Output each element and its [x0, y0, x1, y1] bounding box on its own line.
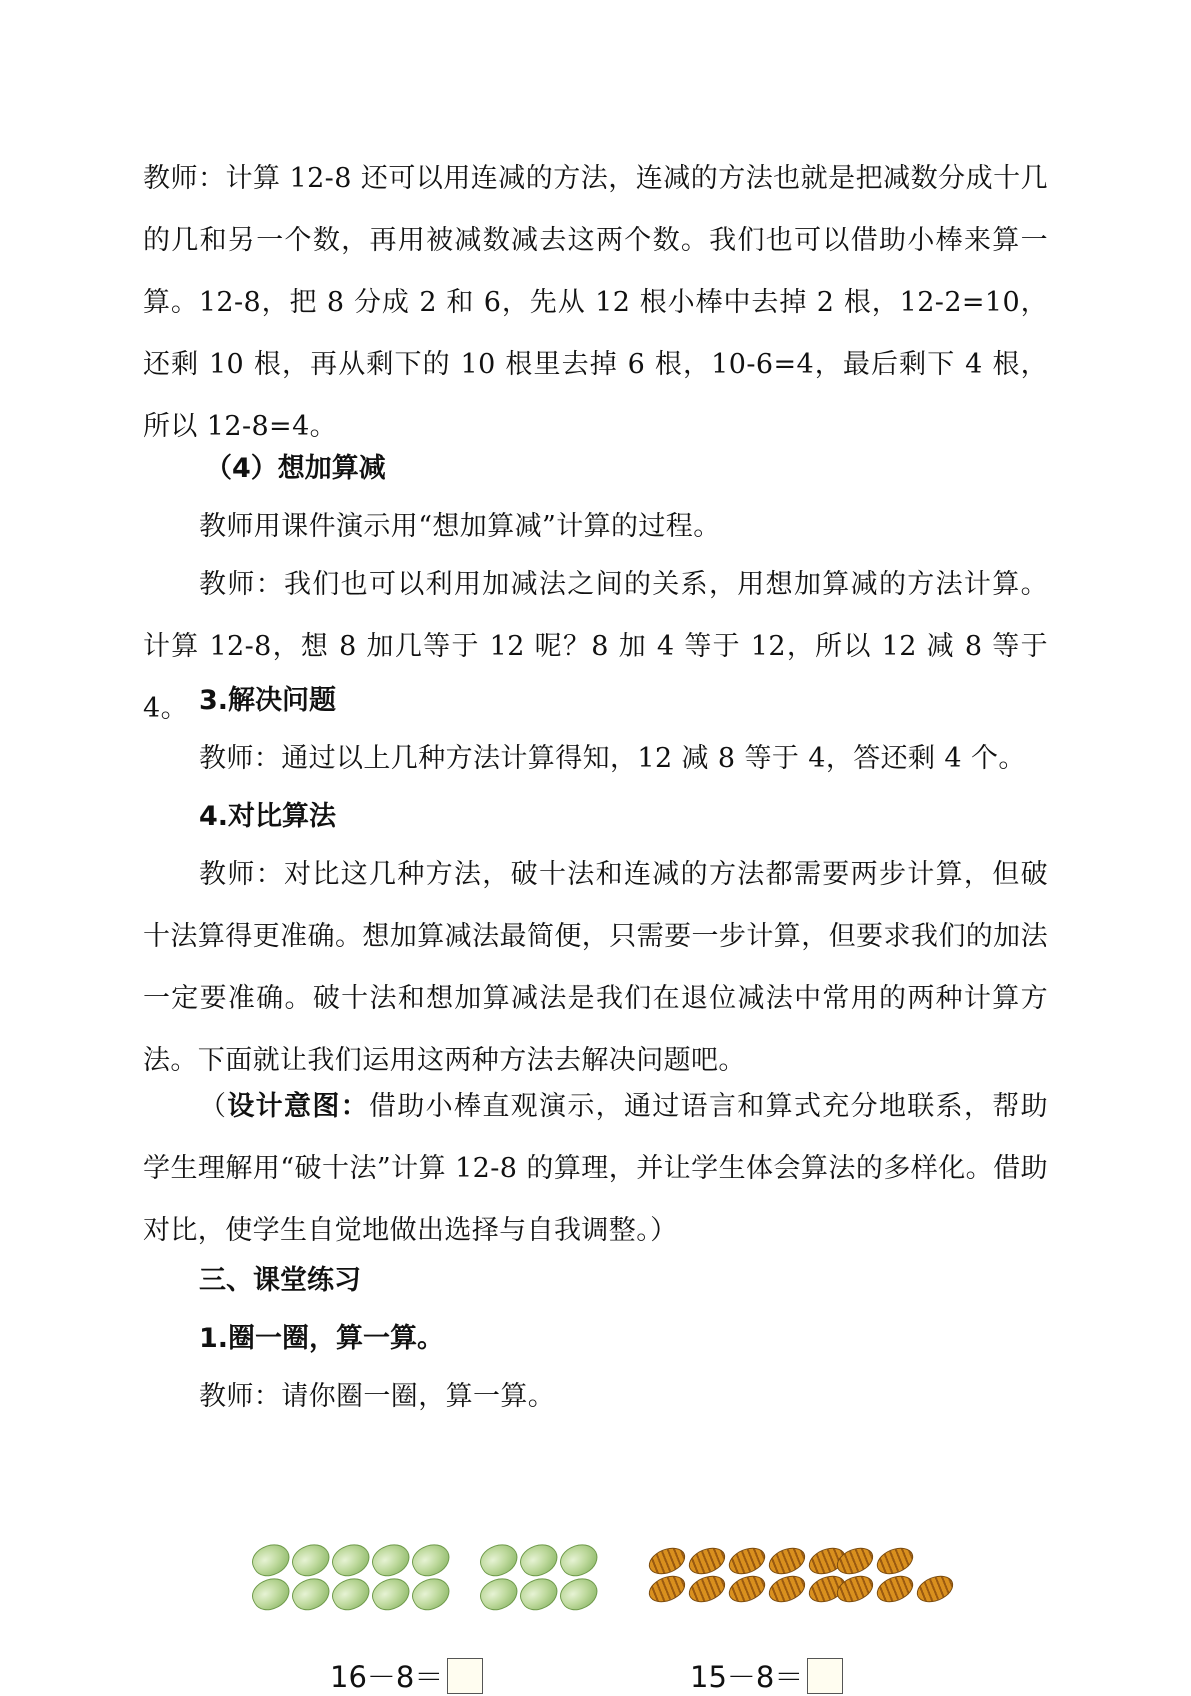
- paragraph-addition-relation: 教师：我们也可以利用加减法之间的关系，用想加算减的方法计算。计算 12-8，想 8 加几等于 12 呢？8 加 4 等于 12，所以 12 减 8 等于 4。: [143, 569, 1048, 724]
- heading-class-practice: 三、课堂练习: [199, 1265, 361, 1296]
- cabbage-icon: [475, 1538, 523, 1582]
- design-intent-text: 借助小棒直观演示，通过语言和算式充分地联系，帮助学生理解用“破十法”计算 12-8 的算理，并让学生体会算法的多样化。借助对比，使学生自觉地做出选择与自我调整。）: [143, 1091, 1049, 1246]
- paragraph-solve-answer: 教师：通过以上几种方法计算得知，12 减 8 等于 4，答还剩 4 个。: [199, 743, 1026, 774]
- cabbage-icon: [247, 1538, 295, 1582]
- heading-exercise-1: 1.圈一圈，算一算。: [199, 1323, 445, 1354]
- cabbage-icon: [407, 1572, 455, 1616]
- corn-icon: [645, 1543, 689, 1579]
- exercise-illustration: [240, 1545, 960, 1694]
- paragraph-design-intent: [143, 1076, 1048, 1262]
- corn-group-ten: [648, 1549, 846, 1601]
- corn-icon: [833, 1543, 877, 1579]
- corn-icon: [645, 1571, 689, 1607]
- cabbage-group-six: [480, 1545, 598, 1609]
- cabbage-icon: [407, 1538, 455, 1582]
- heading-compare-methods: 4.对比算法: [199, 801, 337, 832]
- corn-icon: [913, 1571, 957, 1607]
- cabbage-group-ten: [252, 1545, 450, 1609]
- corn-icon: [725, 1543, 769, 1579]
- cabbage-icon: [555, 1538, 603, 1582]
- cabbage-icon: [555, 1572, 603, 1616]
- cabbage-icon: [515, 1572, 563, 1616]
- answer-box-left[interactable]: [447, 1658, 483, 1694]
- paragraph-compare-methods: 教师：对比这几种方法，破十法和连减的方法都需要两步计算，但破十法算得更准确。想加算减法最简便，只需要一步计算，但要求我们的加法一定要准确。破十法和想加算减法是我们在退位减法中常用的两种计算方法。下面就让我们运用这两种方法去解决问题吧。: [143, 859, 1048, 1076]
- equation-right-text: 15－8＝: [690, 1660, 804, 1694]
- heading-solve-problem: 3.解决问题: [199, 685, 337, 716]
- corn-icon: [833, 1571, 877, 1607]
- paragraph-continuous-subtraction: 教师：计算 12-8 还可以用连减的方法，连减的方法也就是把减数分成十几的几和另一个数，再用被减数减去这两个数。我们也可以借助小棒来算一算。12-8，把 8 分成 2 和 6，先从 12 根小棒中去掉 2 根，12-2=10，还剩 10 根，再从剩下的 10 根里去掉 6 根，10-6=4，最后剩下 4 根，所以 12-8=4。: [143, 163, 1048, 442]
- corn-icon: [873, 1543, 917, 1579]
- answer-box-right[interactable]: [807, 1658, 843, 1694]
- cabbage-icon: [287, 1572, 335, 1616]
- equation-left-text: 16－8＝: [330, 1660, 444, 1694]
- equation-right: [690, 1655, 843, 1696]
- cabbage-icon: [475, 1572, 523, 1616]
- corn-icon: [685, 1543, 729, 1579]
- equation-left: [330, 1655, 483, 1696]
- corn-icon: [765, 1543, 809, 1579]
- cabbage-icon: [327, 1538, 375, 1582]
- cabbage-icon: [247, 1572, 295, 1616]
- design-open-paren: （: [199, 1091, 228, 1122]
- cabbage-icon: [515, 1538, 563, 1582]
- corn-group-five: [836, 1549, 954, 1601]
- paragraph-courseware-demo: 教师用课件演示用“想加算减”计算的过程。: [199, 511, 721, 542]
- cabbage-icon: [367, 1538, 415, 1582]
- cabbage-icon: [367, 1572, 415, 1616]
- design-intent-label: 设计意图：: [227, 1091, 369, 1122]
- corn-icon: [725, 1571, 769, 1607]
- paragraph-exercise-instruction: 教师：请你圈一圈，算一算。: [199, 1381, 556, 1412]
- heading-think-addition: （4）想加算减: [205, 453, 386, 484]
- cabbage-icon: [287, 1538, 335, 1582]
- corn-icon: [685, 1571, 729, 1607]
- corn-icon: [873, 1571, 917, 1607]
- cabbage-icon: [327, 1572, 375, 1616]
- corn-icon: [765, 1571, 809, 1607]
